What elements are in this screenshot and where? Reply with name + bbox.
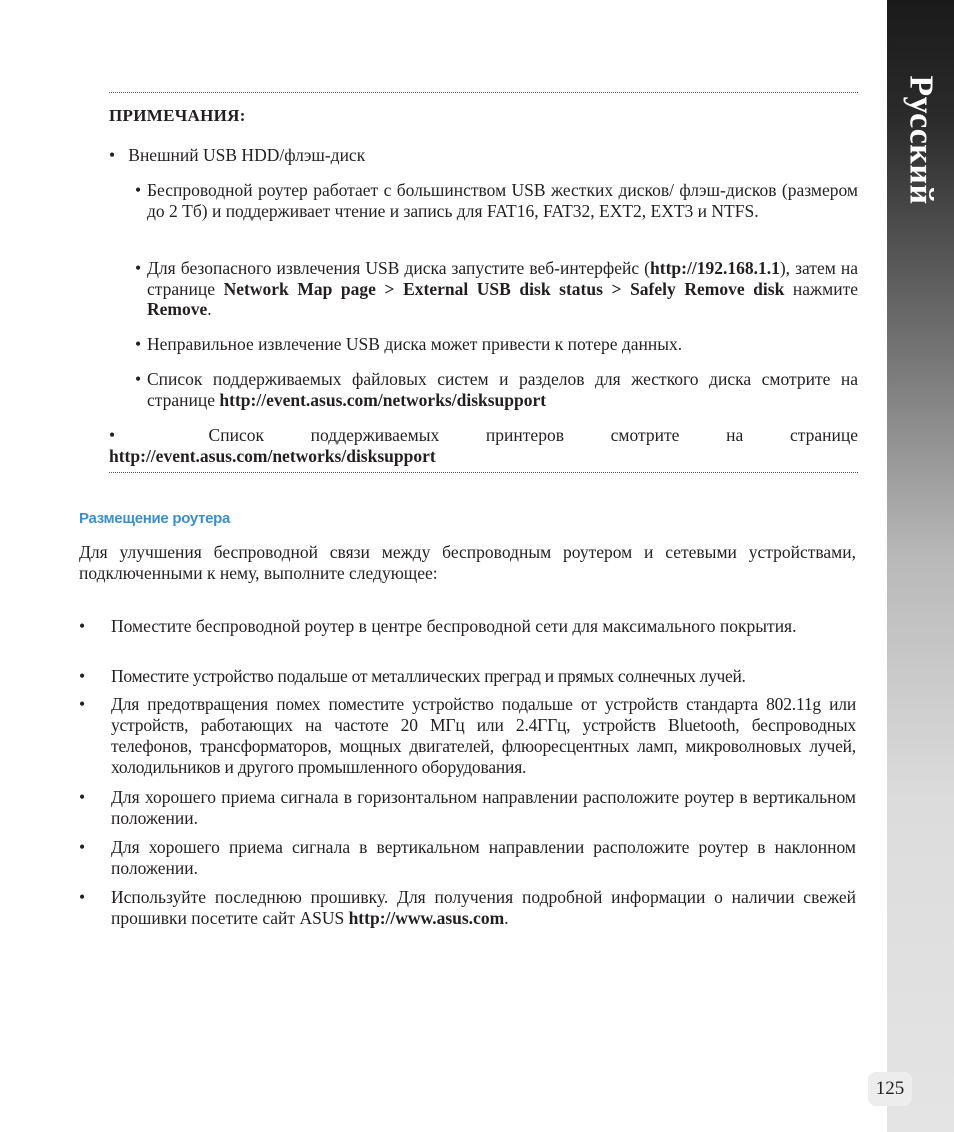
bullet-icon: •: [135, 369, 142, 389]
usb-note-heading: [109, 145, 858, 166]
list-item-text: Для хорошего приема сигнала в горизонтальном направлении расположите роутер в вертикальном положении.: [111, 787, 856, 828]
bullet-icon: •: [109, 145, 129, 165]
page-number: 125: [868, 1072, 912, 1106]
note-text-suffix: .: [207, 299, 212, 319]
usb-note-heading-text: Внешний USB HDD/флэш-диск: [128, 145, 366, 165]
printers-note-prefix: Список поддерживаемых принтеров смотрите на странице: [208, 425, 858, 445]
language-tab-label: Русский: [902, 75, 940, 205]
notes-top-divider: [109, 92, 858, 93]
bullet-icon: •: [135, 334, 142, 354]
remove-action: Remove: [147, 299, 208, 319]
note-text-prefix: Список поддерживаемых файловых систем и разделов для жесткого диска смотрите на странице: [147, 369, 858, 410]
section-intro: Для улучшения беспроводной связи между беспроводным роутером и сетевыми устройствами, подключенными к нему, выполните следующее:: [79, 542, 856, 583]
list-item-suffix: .: [504, 908, 509, 928]
bullet-icon: •: [79, 887, 86, 907]
usb-note-item-text: [147, 258, 858, 320]
bullet-icon: •: [109, 425, 209, 445]
list-item-prefix: Используйте последнюю прошивку. Для получения подробной информации о наличии свежей прошивки посетите сайт ASUS: [111, 887, 856, 928]
list-item-text: Поместите беспроводной роутер в центре беспроводной сети для максимального покрытия.: [111, 616, 797, 636]
usb-note-item: [135, 369, 858, 410]
notes-title: ПРИМЕЧАНИЯ:: [109, 106, 246, 125]
usb-note-item-text: Неправильное извлечение USB диска может привести к потере данных.: [147, 334, 683, 354]
note-text-mid2: нажмите: [784, 278, 858, 299]
bullet-icon: •: [79, 787, 86, 807]
section-heading: Размещение роутера: [79, 510, 231, 527]
usb-note-item: [135, 334, 858, 355]
bullet-icon: •: [135, 258, 142, 278]
asus-site-link[interactable]: http://www.asus.com: [348, 908, 505, 928]
bullet-icon: •: [79, 666, 86, 686]
list-item-text: Для предотвращения помех поместите устройство подальше от устройств стандарта 802.11g или устройств, работающих на частоте 20 МГц или 2.4ГГц, устройств Bluetooth, беспроводных телефонов, трансформаторов, мощных двигателей, флюоресцентных ламп, микроволновых лучей, холодильников и другого промышленного оборудования.: [111, 694, 856, 777]
bullet-icon: •: [135, 180, 142, 200]
bullet-icon: •: [79, 616, 86, 636]
notes-bottom-divider: [109, 472, 858, 473]
bullet-icon: •: [79, 837, 86, 857]
router-url: http://192.168.1.1: [650, 258, 780, 278]
note-text-mid: ), затем на странице: [147, 258, 858, 299]
language-tab-label-container: [887, 60, 954, 220]
usb-note-item: [135, 180, 858, 221]
bullet-icon: •: [79, 694, 86, 714]
usb-note-item-text: Беспроводной роутер работает с большинством USB жестких дисков/ флэш-дисков (размером до 2 Тб) и поддерживает чтение и запись для FAT16, FAT32, EXT2, EXT3 и NTFS.: [147, 180, 858, 221]
disksupport-link[interactable]: http://event.asus.com/networks/disksupport: [219, 389, 547, 410]
list-item-text: Для хорошего приема сигнала в вертикальном направлении расположите роутер в наклонном положении.: [111, 837, 856, 878]
menu-path: Network Map page > External USB disk status > Safely Remove disk: [223, 278, 785, 299]
list-item-text: [111, 887, 856, 929]
list-item-text: Поместите устройство подальше от металлических преград и прямых солнечных лучей.: [111, 666, 746, 686]
printers-disksupport-link[interactable]: http://event.asus.com/networks/disksupport: [109, 445, 436, 466]
usb-note-item-text: [147, 369, 858, 410]
note-text-prefix: Для безопасного извлечения USB диска запустите веб-интерфейс (: [147, 258, 651, 278]
printers-note: [109, 425, 858, 466]
printers-note-text: [109, 425, 858, 466]
usb-note-item: [135, 258, 858, 320]
